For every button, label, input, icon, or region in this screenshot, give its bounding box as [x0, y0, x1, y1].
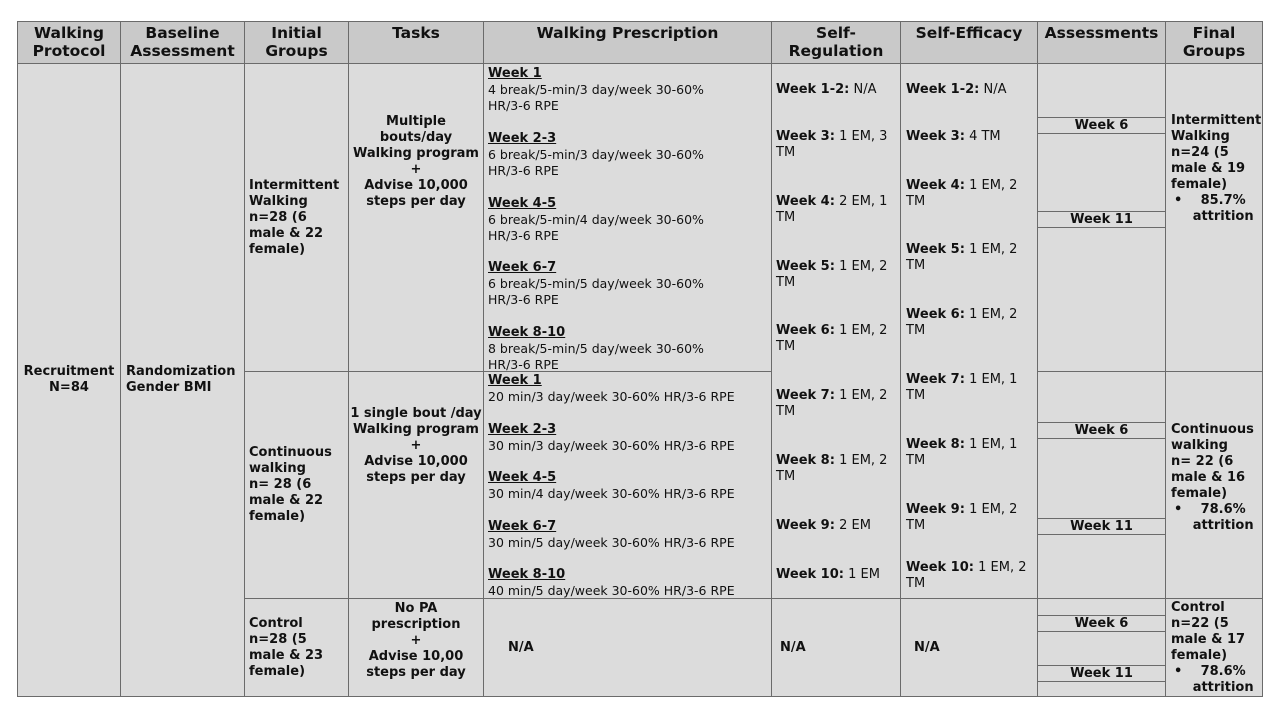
prescription-block [488, 66, 767, 131]
intermittent-n: n=28 (6 male & 22 female) [249, 209, 324, 257]
prescription-block [488, 260, 767, 325]
prescription-block [488, 373, 767, 422]
prescription-intermittent [483, 63, 772, 372]
final-control-attrition [1171, 664, 1258, 696]
header-baseline-assessment [120, 21, 245, 64]
prescription-block [488, 519, 767, 568]
header-self-efficacy-text: Self-Efficacy [915, 24, 1023, 42]
header-final-groups-text: Final Groups [1182, 24, 1246, 60]
header-assessments-text: Assessments [1044, 24, 1159, 42]
header-initial-groups [244, 21, 349, 64]
self-reg-item: Week 5: 1 EM, 2 TM [776, 259, 888, 290]
tasks-control-line: prescription [371, 617, 461, 632]
bullet-icon: • [1174, 193, 1183, 208]
final-continuous-attr-text: 78.6% attrition [1192, 502, 1254, 533]
prescription-week: Week 4-5 [488, 470, 557, 485]
randomization-label: Randomization [126, 364, 236, 379]
final-intermittent-attrition [1171, 193, 1258, 225]
header-initial-groups-text: Initial Groups [265, 24, 328, 60]
tasks-intermittent-line: + [410, 162, 422, 177]
prescription-block [488, 567, 767, 599]
prescription-block [488, 325, 767, 372]
assess-control [1037, 598, 1166, 697]
final-control-name: Control [1171, 600, 1225, 615]
prescription-week: Week 8-10 [488, 325, 566, 340]
prescription-continuous [483, 371, 772, 599]
tasks-continuous-line: steps per day [366, 470, 466, 485]
header-assessments [1037, 21, 1166, 64]
header-baseline-assessment-text: Baseline Assessment [130, 24, 235, 60]
tasks-intermittent-line: steps per day [366, 194, 466, 209]
prescription-week: Week 2-3 [488, 131, 557, 146]
prescription-text: 30 min/3 day/week 30-60% HR/3-6 RPE [488, 437, 735, 453]
tasks-continuous [348, 371, 484, 599]
self-eff-item: Week 8: 1 EM, 1 TM [906, 437, 1018, 468]
final-intermittent-name: Intermittent Walking [1171, 113, 1262, 144]
assess-week6: Week 6 [1038, 615, 1165, 632]
prescription-text: 20 min/3 day/week 30-60% HR/3-6 RPE [488, 389, 735, 404]
walking-protocol-table [17, 21, 1263, 697]
control-n: n=28 (5 male & 23 female) [249, 631, 324, 679]
initial-continuous [244, 371, 349, 599]
header-walking-protocol-text: Walking Protocol [32, 24, 106, 60]
assess-week6: Week 6 [1038, 117, 1165, 134]
prescription-week: Week 1 [488, 66, 542, 81]
tasks-control [348, 598, 484, 697]
header-self-regulation-text: Self-Regulation [788, 24, 884, 60]
final-intermittent-n: n=24 (5 male & 19 female) [1171, 145, 1246, 192]
continuous-n: n= 28 (6 male & 22 female) [249, 477, 324, 524]
self-eff-control-na: N/A [914, 639, 940, 655]
header-tasks-text: Tasks [392, 24, 440, 42]
prescription-week: Week 6-7 [488, 260, 557, 275]
self-regulation-control [771, 598, 901, 697]
self-reg-item: Week 10: 1 EM [776, 567, 880, 582]
prescription-text: 4 break/5-min/3 day/week 30-60% HR/3-6 RPE [488, 82, 704, 113]
assess-week11: Week 11 [1038, 665, 1165, 682]
recruitment-label: Recruitment [23, 364, 115, 379]
prescription-text: 6 break/5-min/5 day/week 30-60% HR/3-6 RPE [488, 276, 704, 307]
tasks-continuous-line: Walking program [353, 422, 479, 437]
prescription-week: Week 6-7 [488, 518, 557, 534]
randomization-criteria: Gender BMI [126, 380, 212, 395]
control-name: Control [249, 615, 303, 631]
self-efficacy-cell [900, 63, 1038, 599]
self-eff-item: Week 4: 1 EM, 2 TM [906, 178, 1018, 209]
final-continuous-n: n= 22 (6 male & 16 female) [1171, 454, 1246, 501]
tasks-intermittent-line: Walking program [353, 146, 479, 161]
self-reg-item: Week 9: 2 EM [776, 518, 871, 533]
self-reg-control-na: N/A [780, 639, 806, 655]
prescription-week: Week 1 [488, 373, 542, 388]
assess-intermittent [1037, 63, 1166, 372]
final-intermittent [1165, 63, 1263, 372]
tasks-intermittent-line: bouts/day [379, 130, 453, 145]
final-control [1165, 598, 1263, 697]
intermittent-name: Intermittent Walking [249, 177, 340, 209]
self-eff-item: Week 9: 1 EM, 2 TM [906, 502, 1018, 533]
self-eff-item: Week 10: 1 EM, 2 TM [906, 560, 1027, 591]
prescription-block [488, 196, 767, 260]
final-continuous-attrition [1171, 502, 1258, 534]
final-continuous [1165, 371, 1263, 599]
self-eff-item: Week 6: 1 EM, 2 TM [906, 307, 1018, 338]
prescription-text: 30 min/5 day/week 30-60% HR/3-6 RPE [488, 534, 735, 550]
bullet-icon: • [1174, 664, 1183, 679]
bullet-icon: • [1174, 502, 1183, 517]
initial-intermittent [244, 63, 349, 372]
prescription-week: Week 4-5 [488, 196, 557, 211]
prescription-control [483, 598, 772, 697]
final-control-n: n=22 (5 male & 17 female) [1171, 616, 1246, 663]
assess-continuous [1037, 371, 1166, 599]
header-walking-prescription-text: Walking Prescription [536, 24, 719, 42]
assess-week11: Week 11 [1038, 518, 1165, 535]
recruitment-cell [17, 63, 121, 697]
tasks-intermittent [348, 63, 484, 372]
prescription-control-na: N/A [508, 639, 534, 655]
initial-control [244, 598, 349, 697]
final-intermittent-attr-text: 85.7% attrition [1192, 193, 1254, 224]
prescription-text: 30 min/4 day/week 30-60% HR/3-6 RPE [488, 486, 735, 501]
tasks-intermittent-line: Advise 10,000 [364, 178, 468, 193]
prescription-block [488, 422, 767, 471]
header-walking-protocol [17, 21, 121, 64]
tasks-continuous-line: + [410, 438, 422, 453]
self-reg-item: Week 4: 2 EM, 1 TM [776, 194, 888, 225]
tasks-control-line: + [410, 633, 422, 648]
self-reg-item: Week 7: 1 EM, 2 TM [776, 388, 888, 419]
self-regulation-cell [771, 63, 901, 599]
self-reg-item: Week 8: 1 EM, 2 TM [776, 453, 888, 484]
header-self-regulation [771, 21, 901, 64]
header-walking-prescription [483, 21, 772, 64]
continuous-name: Continuous walking [249, 445, 332, 476]
header-tasks [348, 21, 484, 64]
randomization-cell [120, 63, 245, 697]
header-final-groups [1165, 21, 1263, 64]
self-reg-item: Week 3: 1 EM, 3 TM [776, 129, 888, 160]
prescription-week: Week 8-10 [488, 567, 566, 582]
tasks-control-line: Advise 10,00 [368, 649, 464, 664]
assess-week11: Week 11 [1038, 211, 1165, 228]
prescription-block [488, 131, 767, 196]
header-self-efficacy [900, 21, 1038, 64]
self-eff-item: Week 1-2: N/A [906, 82, 1007, 97]
prescription-week: Week 2-3 [488, 421, 557, 437]
tasks-intermittent-line: Multiple [386, 114, 446, 129]
tasks-control-line: steps per day [366, 665, 466, 680]
prescription-text: 6 break/5-min/3 day/week 30-60% HR/3-6 RPE [488, 147, 704, 178]
prescription-block [488, 470, 767, 519]
tasks-control-line: No PA [394, 601, 438, 616]
tasks-continuous-line: Advise 10,000 [364, 454, 468, 469]
prescription-text: 8 break/5-min/5 day/week 30-60% HR/3-6 RPE [488, 341, 704, 372]
prescription-text: 40 min/5 day/week 30-60% HR/3-6 RPE [488, 583, 735, 598]
final-continuous-name: Continuous walking [1171, 422, 1254, 453]
final-control-attr-text: 78.6% attrition [1192, 664, 1254, 695]
tasks-continuous-line: 1 single bout /day [350, 406, 482, 421]
self-eff-item: Week 7: 1 EM, 1 TM [906, 372, 1018, 403]
prescription-text: 6 break/5-min/4 day/week 30-60% HR/3-6 RPE [488, 212, 704, 243]
self-eff-item: Week 3: 4 TM [906, 129, 1001, 144]
self-reg-item: Week 6: 1 EM, 2 TM [776, 323, 888, 354]
self-reg-item: Week 1-2: N/A [776, 82, 877, 97]
self-efficacy-control [900, 598, 1038, 697]
assess-week6: Week 6 [1038, 422, 1165, 439]
recruitment-count: N=84 [49, 380, 89, 395]
self-eff-item: Week 5: 1 EM, 2 TM [906, 242, 1018, 273]
